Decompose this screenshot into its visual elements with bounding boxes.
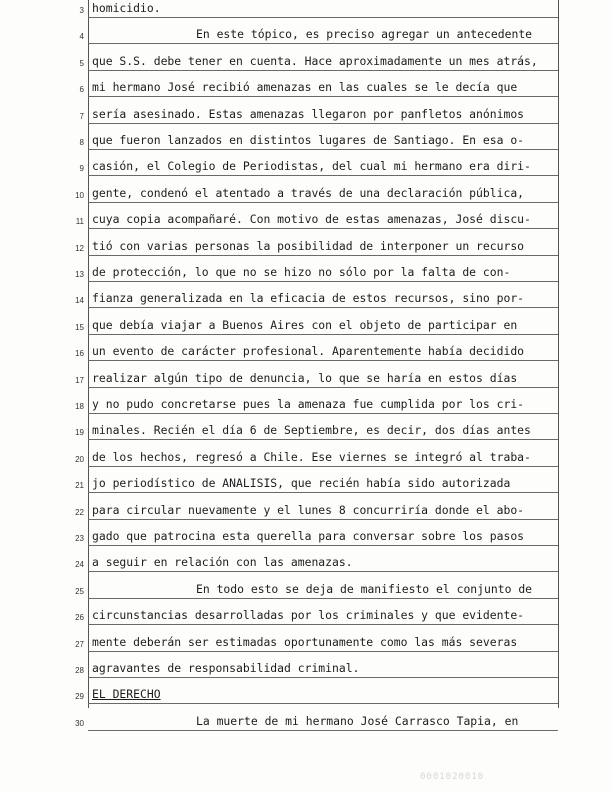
- line-text: para circular nuevamente y el lunes 8 concurriría donde el abo-: [92, 502, 525, 517]
- line-text: homicidio.: [92, 1, 161, 15]
- line-text: que debía viajar a Buenos Aires con el objeto de participar en: [92, 317, 518, 332]
- document-line: [0, 388, 612, 414]
- line-number: 22: [75, 507, 84, 517]
- document-line: [0, 71, 612, 97]
- line-text: y no pudo concretarse pues la amenaza fue cumplida por los cri-: [92, 397, 525, 411]
- line-number: 9: [79, 164, 84, 174]
- document-line: [0, 626, 612, 652]
- document-line: [0, 520, 612, 546]
- line-text: gado que patrocina esta querella para conversar sobre los pasos: [92, 529, 525, 543]
- document-line: [0, 335, 612, 361]
- document-line: [0, 414, 612, 440]
- line-number: 10: [75, 190, 84, 200]
- line-text: La muerte de mi hermano José Carrasco Tapia, en: [196, 713, 519, 728]
- line-text: tió con varias personas la posibilidad de interponer un recurso: [92, 238, 525, 253]
- document-line: [0, 177, 612, 203]
- line-text: casión, el Colegio de Periodistas, del cual mi hermano era diri-: [92, 159, 531, 174]
- line-number: 4: [79, 32, 84, 42]
- document-line: [0, 494, 612, 520]
- line-text: mente deberán ser estimadas oportunamente como las más severas: [92, 634, 518, 649]
- document-line: [0, 124, 612, 150]
- document-line: [0, 573, 612, 599]
- document-line: [0, 705, 612, 731]
- line-number: 26: [75, 613, 84, 623]
- line-number: 7: [79, 111, 84, 121]
- faded-stamp: 0001020010: [420, 772, 485, 782]
- line-number: 30: [75, 718, 84, 728]
- ruled-line: [88, 730, 558, 731]
- line-text: minales. Recién el día 6 de Septiembre, es decir, dos días antes: [92, 423, 531, 438]
- document-line: [0, 309, 612, 335]
- line-number: 27: [75, 639, 84, 649]
- line-text: sería asesinado. Estas amenazas llegaron por panfletos anónimos: [92, 106, 525, 121]
- line-number: 29: [75, 692, 84, 702]
- document-line: [0, 362, 612, 388]
- document-line: [0, 256, 612, 282]
- document-line: [0, 98, 612, 124]
- line-number: 8: [79, 138, 84, 147]
- document-line: [0, 282, 612, 308]
- document-line: [0, 18, 612, 44]
- line-text: cuya copia acompañaré. Con motivo de estas amenazas, José discu-: [92, 212, 531, 227]
- line-number: 20: [75, 454, 84, 464]
- line-number: 23: [75, 534, 84, 543]
- section-heading: EL DERECHO: [92, 687, 161, 702]
- line-text: que S.S. debe tener en cuenta. Hace aproximadamente un mes atrás,: [92, 53, 538, 68]
- line-text: que fueron lanzados en distintos lugares de Santiago. En esa o-: [92, 133, 525, 147]
- document-line: [0, 203, 612, 229]
- line-text: un evento de carácter profesional. Aparentemente había decidido: [92, 344, 525, 359]
- line-number: 17: [75, 375, 84, 385]
- line-text: gente, condenó el atentado a través de una declaración pública,: [92, 185, 525, 200]
- line-number: 28: [75, 666, 84, 675]
- line-number: 18: [75, 402, 84, 411]
- line-number: 13: [75, 270, 84, 279]
- document-line: [0, 0, 612, 18]
- line-number: 19: [75, 428, 84, 438]
- document-line: [0, 546, 612, 572]
- line-text: realizar algún tipo de denuncia, lo que se haría en estos días: [92, 370, 518, 385]
- line-number: 6: [79, 85, 84, 95]
- line-text: de los hechos, regresó a Chile. Ese viernes se integró al traba-: [92, 449, 531, 464]
- line-text: agravantes de responsabilidad criminal.: [92, 661, 360, 675]
- line-number: 3: [79, 6, 84, 15]
- line-number: 16: [75, 349, 84, 359]
- document-line: [0, 441, 612, 467]
- line-text: a seguir en relación con las amenazas.: [92, 555, 353, 570]
- line-number: 15: [75, 322, 84, 332]
- document-line: [0, 230, 612, 256]
- line-number: 11: [75, 217, 84, 227]
- line-number: 24: [75, 560, 84, 570]
- document-line: [0, 678, 612, 704]
- document-line: [0, 599, 612, 625]
- line-text: En este tópico, es preciso agregar un antecedente: [196, 27, 533, 42]
- document-line: [0, 150, 612, 176]
- line-number: 25: [75, 586, 84, 596]
- line-number: 14: [75, 296, 84, 306]
- line-text: En todo esto se deja de manifiesto el conjunto de: [196, 581, 533, 596]
- document-line: [0, 652, 612, 678]
- line-number: 12: [75, 243, 84, 253]
- line-text: jo periodístico de ANALISIS, que recién había sido autorizada: [92, 476, 511, 491]
- document-line: [0, 467, 612, 493]
- line-text: circunstancias desarrolladas por los criminales y que evidente-: [92, 608, 525, 623]
- line-text: mi hermano José recibió amenazas en las cuales se le decía que: [92, 80, 518, 95]
- line-number: 5: [79, 58, 84, 68]
- line-text: fianza generalizada en la eficacia de estos recursos, sino por-: [92, 291, 525, 306]
- line-text: de protección, lo que no se hizo no sólo por la falta de con-: [92, 265, 511, 279]
- document-line: [0, 45, 612, 71]
- line-number: 21: [75, 481, 84, 491]
